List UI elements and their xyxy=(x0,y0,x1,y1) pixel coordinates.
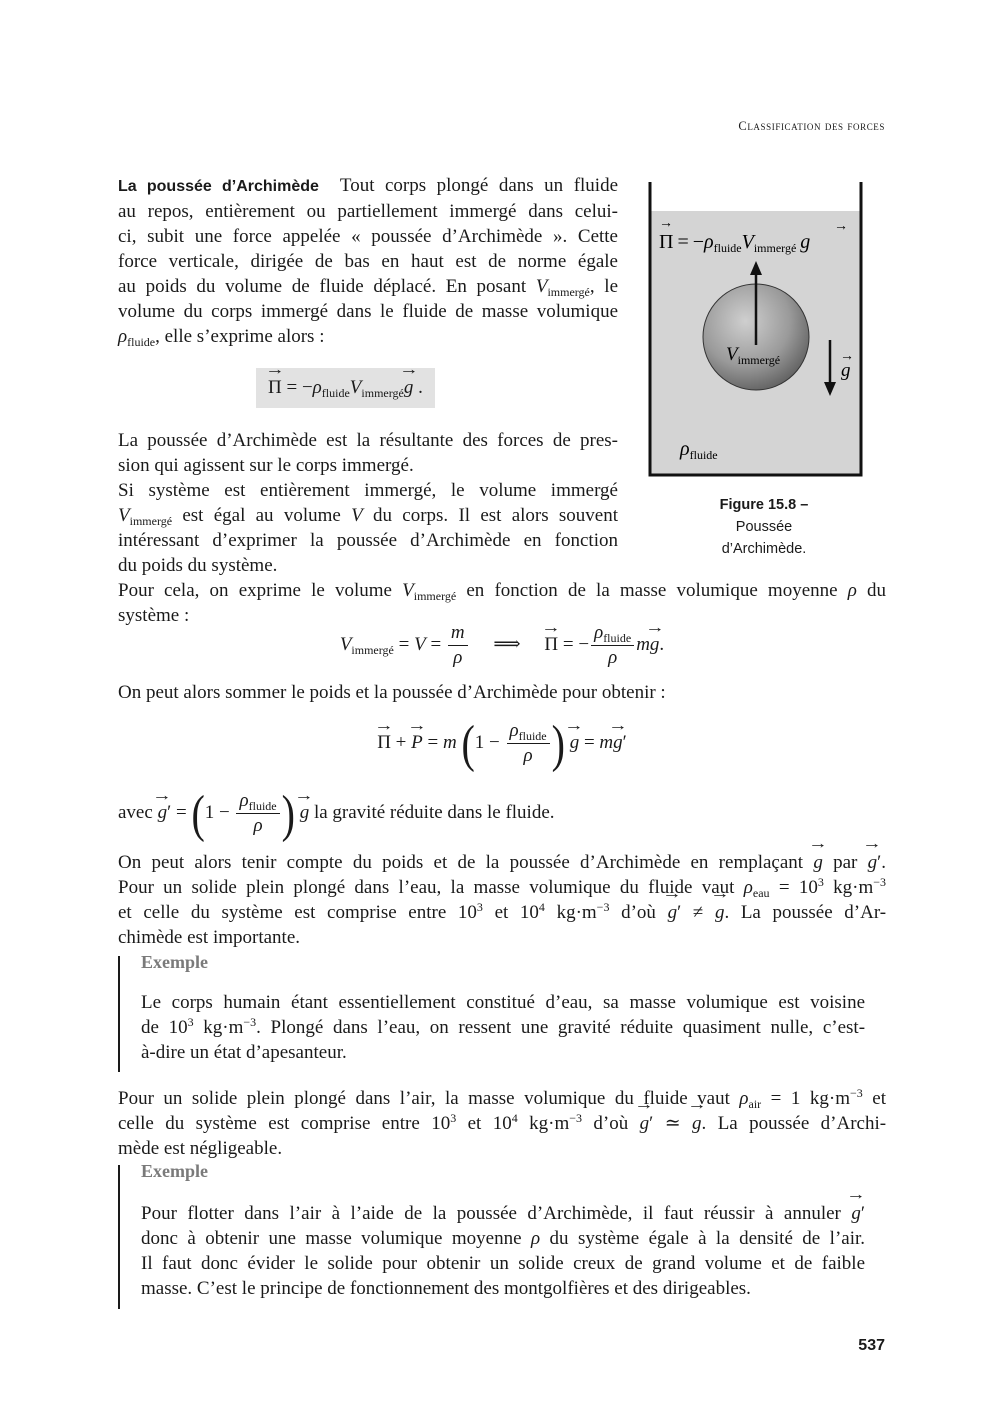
intro-paragraph: La poussée d’Archimède Tout corps plongé dans un fluide au repos, entièrement ou partiellement immergé dans celui- ci, subit une force appelée « poussée d’Archimède ». Cette force verticale, dirigée de bas en haut est de norme égale au poids du volume de fluide déplacé. En posant $V_{immergé}$, le volume du corps immergé dans le fluide de masse volumique $\rho_{fluide}$, elle s’exprime alors : xyxy=(118,175,619,349)
example-2-text: Pour flotter dans l’air à l’aide de la poussée d’Archimède, il faut réussir à annuler → g′ donc à obtenir une masse volumique moyenne ρ du système égale à la densité de l’air. Il faut donc évider le solide pour obtenir un solide creux de grand volume et de faible masse. C’est le principe de fonctionnement des montgolfières et des dirigeables. xyxy=(141,1201,865,1301)
g-label: g xyxy=(841,360,851,381)
archimedes-diagram xyxy=(645,180,867,480)
section-title: La poussée d’Archimède xyxy=(118,178,319,195)
archimedes-equation-box: → $\Pi = -\rho_{fluide}V_{immergé}\to g$ . xyxy=(256,368,435,408)
pi-vector-arrow: → xyxy=(659,216,673,231)
figure-archimedes xyxy=(645,180,867,480)
running-header: Classification des forces xyxy=(738,119,885,133)
reduced-gravity-line: avec → g′ = (1 − $\frac{\rho_{fluide}}{\rho}$ ) → g la gravité réduite dans le fluide. xyxy=(118,790,555,837)
figure-caption: Figure 15.8 – Poussée d’Archimède. xyxy=(719,497,809,557)
figure-equation: $\Pi = -\rho_{fluide}V_{immergé}$ g xyxy=(659,231,811,255)
rho-fluide-label: $\rho_{fluide}$ xyxy=(680,438,718,462)
example-2-title: Exemple xyxy=(141,1161,208,1181)
volume-equation: $V_{immergé} = V$ = $\frac{m}{\rho}$ ⟹ → Π = − $\frac{\rho_{fluide}}{\rho}$ m→ g. xyxy=(118,622,886,669)
v-immerge-label: $V_{immergé}$ xyxy=(726,344,781,367)
example-1-bar xyxy=(118,956,120,1072)
example-1-text: Le corps humain étant essentiellement constitué d’eau, sa masse volumique est voisine de $10^3$ $kg\cdot m^{-3}$. Plongé dans l’eau, on ressent une gravité réduite quasiment nulle, c’est- à-dire un état d’apesanteur. xyxy=(141,992,866,1063)
page-number: 537 xyxy=(858,1337,885,1354)
volume-paragraph: Pour cela, on exprime le volume $V_{immergé}$ en fonction de la masse volumique moyenne ρ du système : xyxy=(118,580,887,626)
example-2-bar xyxy=(118,1165,120,1309)
water-paragraph: On peut alors tenir compte du poids et de la poussée d’Archimède en remplaçant → g par → g′. Pour un solide plein plongé dans l’eau, la masse volumique du fluide vaut $\rho_{eau} = 10^3$ $kg\cdot m^{-3}$ et celle du système est comprise entre $10^3$ et $10^4$ $kg\cdot m^{-3}$ d’où → g′ ≠ → g. La poussée d’Ar- chimède est importante. xyxy=(118,850,886,950)
figure-label: Figure 15.8 xyxy=(719,497,797,513)
resultant-paragraph: La poussée d’Archimède est la résultante des forces de pres- sion qui agissent sur le corps immergé. Si système est entièrement immergé, le volume immergé $V_{immergé}$ est égal au volume V du corps. Il est alors souvent intéressant d’exprimer la poussée d’Archimède en fonction du poids du système. xyxy=(118,430,619,576)
sum-intro: On peut alors sommer le poids et la poussée d’Archimède pour obtenir : xyxy=(118,682,666,703)
sum-equation: → Π + → P = m (1 − $\frac{\rho_{fluide}}{\rho}$ ) → g = m→ g′ xyxy=(118,720,886,767)
air-paragraph: Pour un solide plein plongé dans l’air, la masse volumique du fluide vaut $\rho_{air} = 1$ $kg\cdot m^{-3}$ et celle du système est comprise entre $10^3$ et $10^4$ $kg\cdot m^{-3}$ d’où → g′ ≃ → g. La poussée d’Archi- mède est négligeable. xyxy=(118,1086,886,1161)
g-label-arrow: → xyxy=(840,349,854,364)
g-vector-arrow: → xyxy=(834,219,848,234)
example-1-title: Exemple xyxy=(141,952,208,972)
